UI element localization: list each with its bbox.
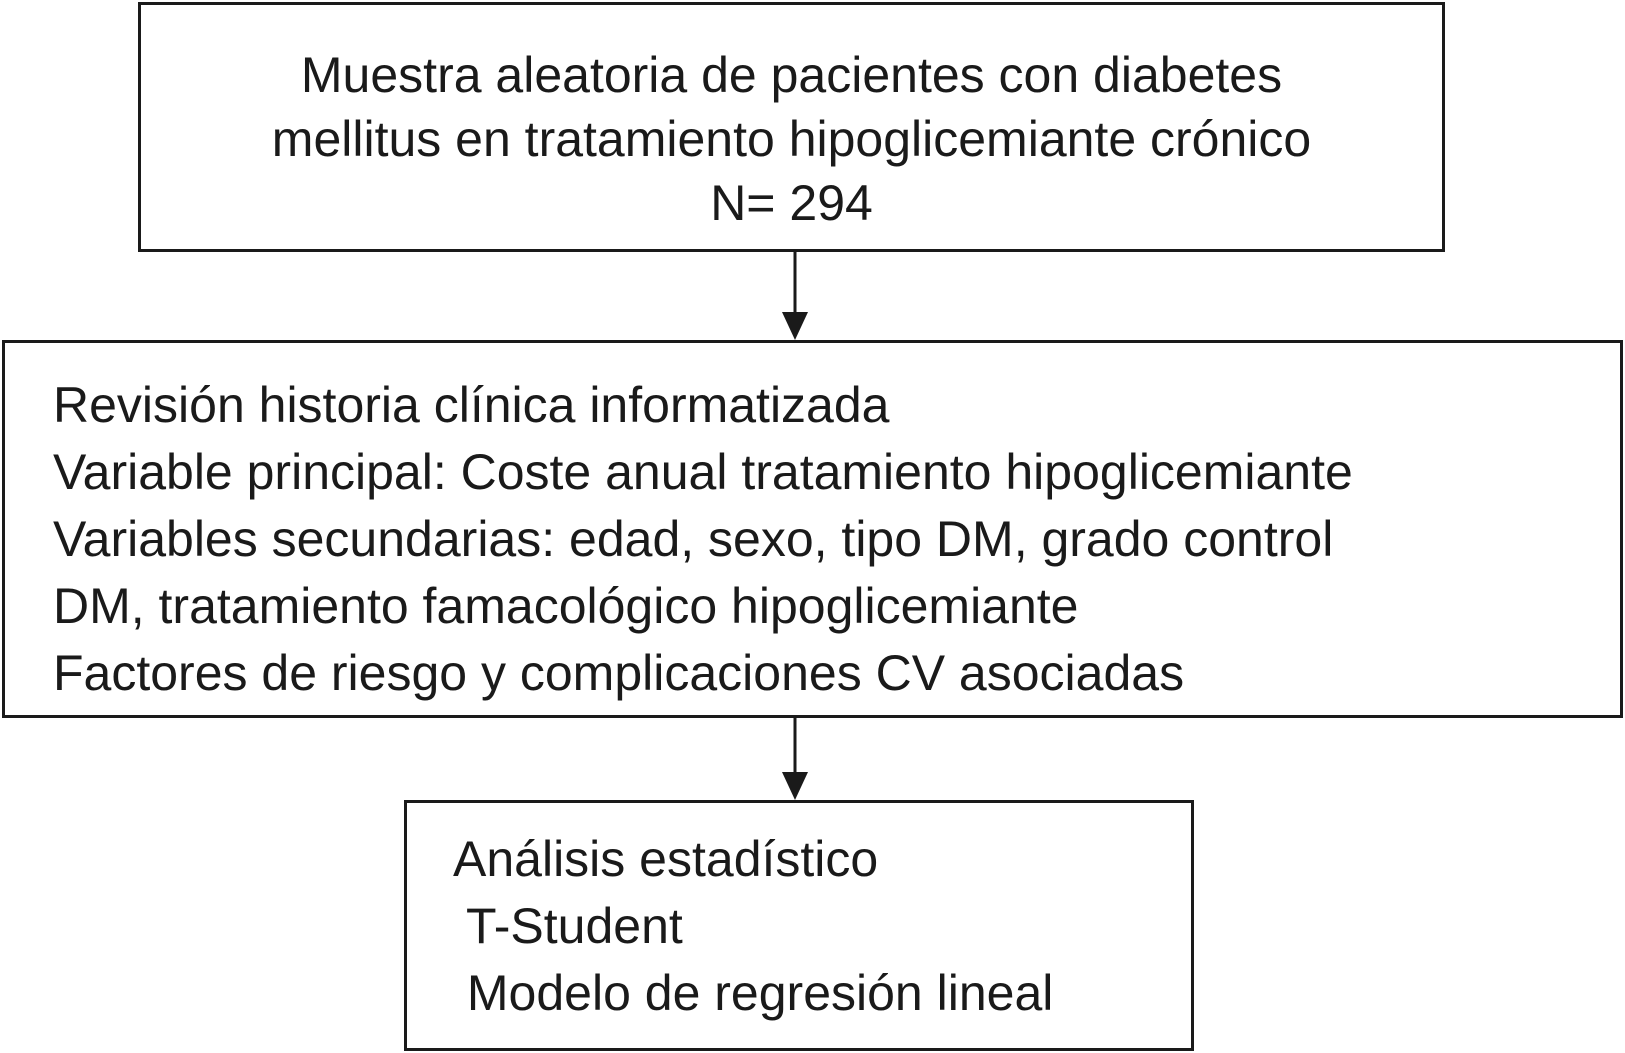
node-review-line-4: DM, tratamiento famacológico hipoglicemiante: [53, 578, 1079, 634]
node-sample-line-3: N= 294: [710, 175, 873, 231]
node-analysis-line-1: Análisis estadístico: [453, 831, 879, 887]
node-review-line-5: Factores de riesgo y complicaciones CV asociadas: [53, 645, 1185, 701]
node-review-line-1: Revisión historia clínica informatizada: [53, 377, 890, 433]
arrow-sample-to-review: [780, 252, 810, 340]
node-analysis-line-3: Modelo de regresión lineal: [453, 965, 1054, 1021]
node-review: [2, 340, 1623, 718]
node-analysis-line-2: T-Student: [453, 898, 683, 954]
node-sample-line-1: Muestra aleatoria de pacientes con diabetes: [300, 47, 1283, 103]
arrow-review-to-analysis: [780, 718, 810, 800]
node-analysis: [404, 800, 1194, 1051]
node-review-line-2: Variable principal: Coste anual tratamiento hipoglicemiante: [53, 444, 1353, 500]
node-sample: [138, 2, 1445, 252]
node-sample-line-2: mellitus en tratamiento hipoglicemiante crónico: [271, 111, 1312, 167]
node-review-line-3: Variables secundarias: edad, sexo, tipo DM, grado control: [53, 511, 1334, 567]
